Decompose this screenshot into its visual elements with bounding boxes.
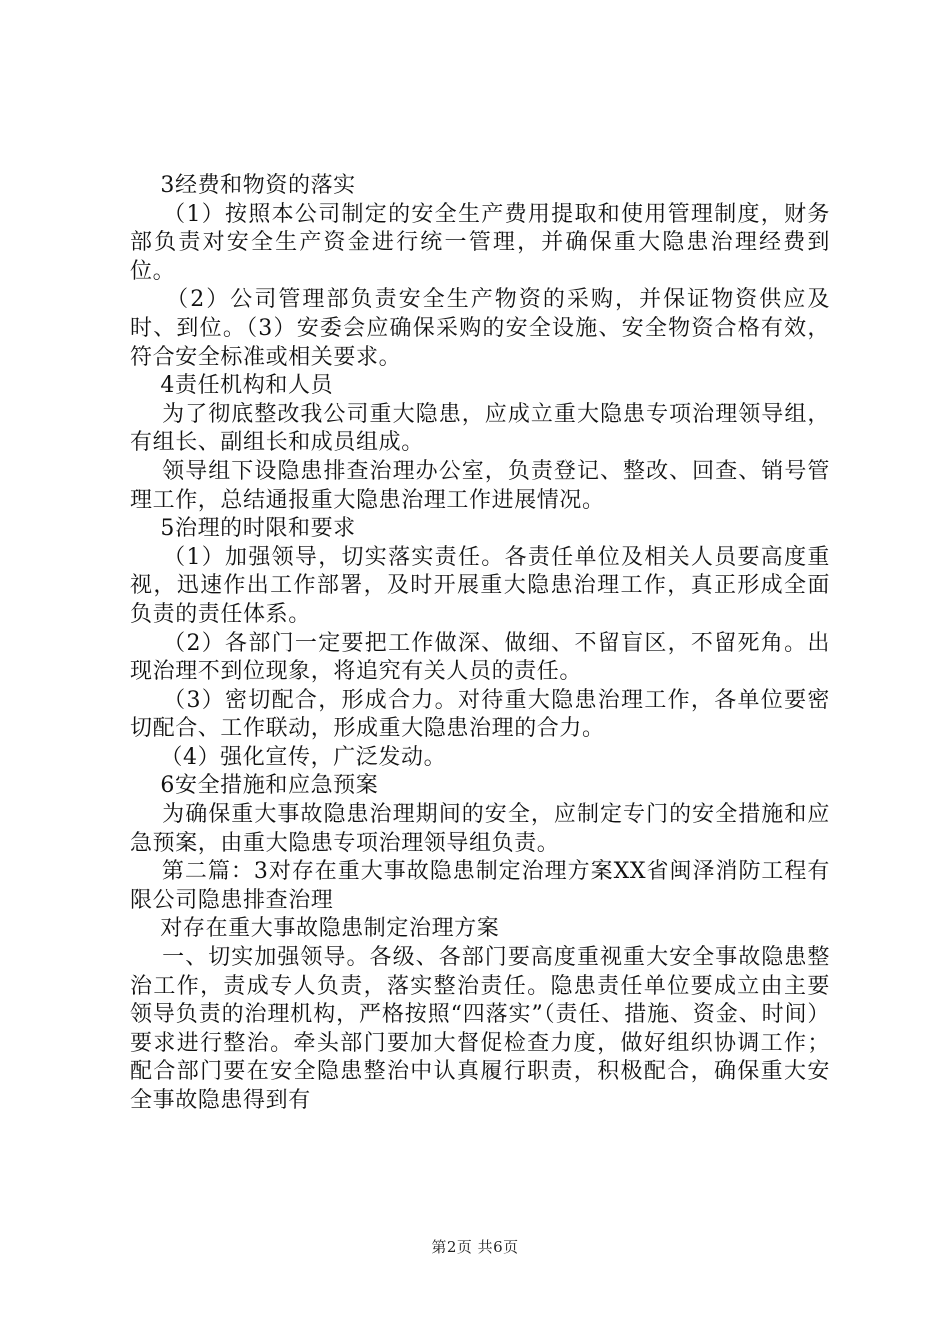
chapter-subtitle: 对存在重大事故隐患制定治理方案: [130, 916, 500, 942]
paragraph: 为了彻底整改我公司重大隐患，应成立重大隐患专项治理领导组，有组长、副组长和成员组成。: [130, 401, 830, 456]
paragraph: （3）密切配合，形成合力。对待重大隐患治理工作，各单位要密切配合、工作联动，形成重大隐患治理的合力。: [130, 687, 830, 742]
chapter-heading: 第二篇：3对存在重大事故隐患制定治理方案XX省闽泽消防工程有限公司隐患排查治理: [130, 859, 831, 913]
section-heading-safety: 6安全措施和应急预案: [130, 773, 379, 799]
document-body: [130, 172, 830, 1116]
paragraph: （2）公司管理部负责安全生产物资的采购，并保证物资供应及时、到位。（3）安委会应确保采购的安全设施、安全物资合格有效，符合安全标准或相关要求。: [130, 287, 830, 370]
paragraph: 为确保重大事故隐患治理期间的安全，应制定专门的安全措施和应急预案，由重大隐患专项治理领导组负责。: [130, 802, 830, 856]
section-heading-responsibility: 4责任机构和人员: [130, 373, 334, 399]
paragraph: （2）各部门一定要把工作做深、做细、不留盲区，不留死角。出现治理不到位现象，将追究有关人员的责任。: [130, 630, 830, 685]
paragraph: （4）强化宣传，广泛发动。: [130, 744, 447, 770]
paragraph: 一、切实加强领导。各级、各部门要高度重视重大安全事故隐患整治工作，责成专人负责，落实整治责任。隐患责任单位要成立由主要领导负责的治理机构，严格按照“四落实”（责任、措施、资金、时间）要求进行整治。牵头部门要加大督促检查力度，做好组织协调工作；配合部门要在安全隐患整治中认真履行职责，积极配合，确保重大安全事故隐患得到有: [130, 945, 830, 1113]
section-heading-timeline: 5治理的时限和要求: [130, 516, 356, 542]
section-heading-funds: 3经费和物资的落实: [130, 173, 356, 198]
paragraph: （1）按照本公司制定的安全生产费用提取和使用管理制度，财务部负责对安全生产资金进行统一管理，并确保重大隐患治理经费到位。: [130, 201, 830, 284]
paragraph: （1）加强领导，切实落实责任。各责任单位及相关人员要高度重视，迅速作出工作部署，及时开展重大隐患治理工作，真正形成全面负责的责任体系。: [130, 544, 830, 627]
paragraph: 领导组下设隐患排查治理办公室，负责登记、整改、回查、销号管理工作，总结通报重大隐患治理工作进展情况。: [130, 458, 830, 513]
page-number-footer: 第2页 共6页: [431, 1238, 519, 1256]
